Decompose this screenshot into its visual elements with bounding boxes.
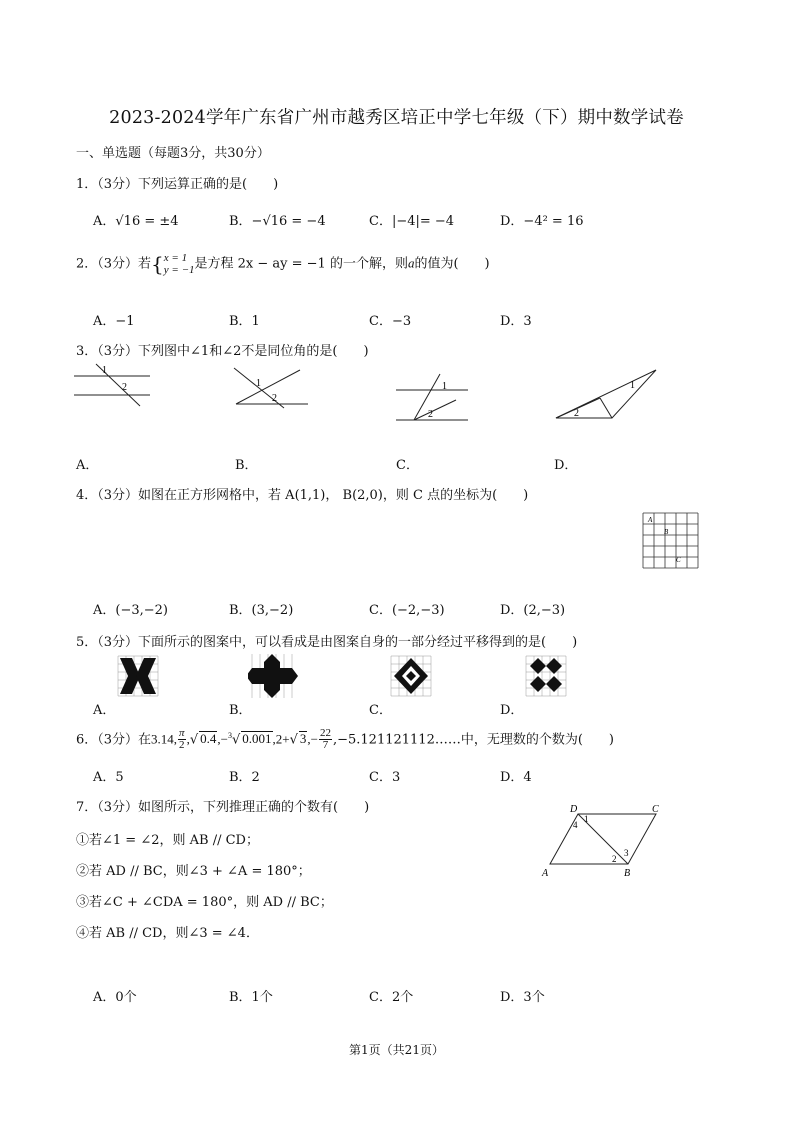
q6-sep2: ,−	[217, 731, 228, 747]
q3a-label-1: 1	[102, 365, 107, 376]
q7-label-angle1: 1	[584, 814, 589, 824]
q3-option-c: C．	[396, 458, 419, 473]
q3-figure-d	[552, 366, 660, 422]
q7-statement-1: ①若∠1 = ∠2，则 AB // CD；	[76, 833, 259, 848]
q7-option-a: A．0个	[93, 990, 137, 1005]
q3a-label-2: 2	[122, 382, 127, 393]
q7-stem: 7．（3分）如图所示，下列推理正确的个数有( )	[76, 800, 370, 815]
q3-option-d: D．	[554, 458, 578, 473]
q6-sep4: ,−	[307, 731, 318, 747]
q3b-label-2: 2	[272, 393, 277, 404]
q6-tail: ,−5.121121112……中，无理数的个数为( )	[332, 732, 614, 748]
q6-sep1: ,	[186, 731, 190, 747]
q2-option-d: D．3	[500, 314, 532, 329]
q3d-label-1: 1	[630, 380, 635, 391]
q4-stem: 4．（3分）如图在正方形网格中，若 A(1,1)， B(2,0)，则 C 点的坐标为( )	[76, 488, 529, 503]
q5-figure-d	[524, 654, 572, 698]
q7-option-b: B．1个	[229, 990, 273, 1005]
q7-option-d: D．3个	[500, 990, 545, 1005]
q3d-label-2: 2	[574, 408, 579, 419]
q2-mid: 是方程 2x − ay = −1 的一个解，则	[194, 256, 408, 272]
q3c-label-2: 2	[428, 409, 433, 420]
q6-sep3: ,2+	[272, 731, 290, 747]
q7-statement-2: ②若 AD // BC，则∠3 + ∠A = 180°；	[76, 864, 311, 879]
page-title: 2023-2024学年广东省广州市越秀区培正中学七年级（下）期中数学试卷	[109, 108, 684, 128]
q3-option-b: B．	[235, 458, 258, 473]
q6-frac-num: 22	[319, 727, 331, 740]
q1-option-c: C．|−4|= −4	[369, 214, 455, 229]
q3b-label-1: 1	[256, 378, 261, 389]
q6-pi: π	[179, 727, 185, 740]
q1-option-a: A．√16 = ±4	[93, 214, 179, 229]
q6-n1: 3.14,	[151, 731, 178, 747]
q5-option-a: A．	[93, 703, 116, 718]
q3-figure-c	[392, 370, 472, 424]
q4-grid-label-a: A	[648, 516, 653, 524]
q5-option-d: D．	[500, 703, 524, 718]
q6-cube-index: 3	[227, 731, 232, 740]
q6-prefix: 6．（3分）在	[76, 732, 152, 748]
q2-suffix: 的值为( )	[414, 256, 490, 272]
q3-figure-a	[70, 362, 160, 408]
q7-option-c: C．2个	[369, 990, 414, 1005]
q6-frac-den: 7	[322, 739, 329, 752]
q3c-label-1: 1	[442, 381, 447, 392]
q2-var-a: a	[407, 255, 415, 271]
q7-parallelogram-figure	[538, 800, 668, 880]
q7-label-c: C	[652, 804, 659, 815]
q7-label-a: A	[542, 868, 549, 879]
section-header: 一、单选题（每题3分，共30分）	[76, 146, 270, 161]
q5-figure-c	[388, 654, 434, 698]
q7-label-angle4: 4	[573, 820, 578, 830]
q4-grid-figure	[642, 512, 700, 570]
q7-statement-4: ④若 AB // CD，则∠3 = ∠4．	[76, 926, 259, 941]
q5-figure-a	[116, 654, 164, 698]
q2-sys-line1: x = 1	[163, 252, 188, 264]
q4-grid-label-b: B	[664, 528, 669, 536]
q7-label-d: D	[570, 804, 578, 815]
q7-label-b: B	[624, 868, 631, 879]
q1-option-b: B．−√16 = −4	[229, 214, 326, 229]
page-footer: 第1页（共21页）	[349, 1043, 444, 1057]
q6-option-d: D．4	[500, 770, 532, 785]
q4-option-a: A．(−3,−2)	[93, 603, 168, 618]
q4-option-b: B．(3,−2)	[229, 603, 294, 618]
q1-option-d: D．−4² = 16	[500, 214, 584, 229]
q2-stem: 2．（3分）若{ x = 1 y = −1 是方程 2x − ay = −1 的一个解，则a的值为( )	[76, 252, 490, 276]
q6-option-c: C．3	[369, 770, 401, 785]
q7-label-angle3: 3	[624, 848, 629, 858]
q2-option-c: C．−3	[369, 314, 412, 329]
q4-option-c: C．(−2,−3)	[369, 603, 445, 618]
q3-figure-b	[228, 364, 314, 412]
q3-option-a: A．	[76, 458, 99, 473]
q6-option-a: A．5	[93, 770, 124, 785]
q2-option-b: B．1	[229, 314, 260, 329]
q2-sys-line2: y = −1	[163, 264, 195, 276]
q4-grid-label-c: C	[676, 556, 681, 564]
q6-r3: 3	[299, 731, 307, 747]
q5-figure-b	[248, 652, 300, 700]
q7-statement-3: ③若∠C + ∠CDA = 180°，则 AD // BC；	[76, 895, 333, 910]
q6-stem: 6．（3分）在3.14, $\frac{\pi}{2}$ ,√ 0.4,−$^3$√ 0.001,2+√ 3,− $\frac{22}{7}$ ,−5.121121112……中，无理数的个数为( )	[76, 727, 614, 752]
q6-r1: 0.4	[200, 731, 217, 747]
q7-label-angle2: 2	[612, 854, 617, 864]
q1-stem: 1．（3分）下列运算正确的是( )	[76, 177, 279, 192]
q3-stem: 3．（3分）下列图中∠1和∠2不是同位角的是( )	[76, 344, 369, 359]
q4-option-d: D．(2,−3)	[500, 603, 566, 618]
q2-option-a: A．−1	[93, 314, 135, 329]
q6-r2: 0.001	[242, 731, 272, 747]
q5-stem: 5．（3分）下面所示的图案中，可以看成是由图案自身的一部分经过平移得到的是( )	[76, 635, 578, 650]
q5-option-b: B．	[229, 703, 252, 718]
q6-option-b: B．2	[229, 770, 260, 785]
q6-two: 2	[179, 739, 185, 752]
q5-option-c: C．	[369, 703, 392, 718]
q2-prefix: 2．（3分）若	[76, 256, 152, 272]
